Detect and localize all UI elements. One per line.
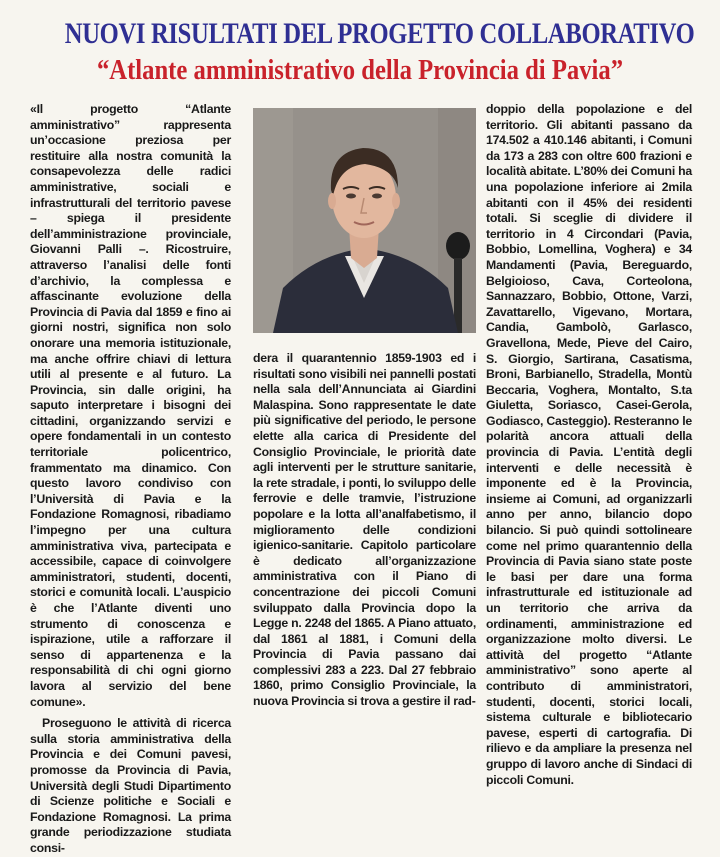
article-column-1 [30,102,231,857]
article-column-3 [486,102,692,788]
column1-paragraph-1: «Il progetto “Atlante amministrativo” rappresenta un’occasione preziosa per restituire alla nostra comunità la consapevolezza delle radici amministrative, sociali e infrastrutturali del territorio pavese – spiega il presidente dell’amministrazione provinciale, Giovanni Palli –. Ricostruire, attraverso l’analisi delle fonti d’archivio, la complessa e affascinante evoluzione della Provincia di Pavia dal 1859 e fino ai giorni nostri, significa non solo onorare una memoria istituzionale, ma anche offrire chiavi di lettura utili al presente e al futuro. La Provincia, sin dalle origini, ha saputo interpretare i bisogni dei cittadini, organizzando servizi e opere fondamentali in un contesto territoriale policentrico, frammentato ma dinamico. Con questo lavoro condiviso con l’Università di Pavia e la Fondazione Romagnosi, ribadiamo l’impegno per una cultura amministrativa viva, partecipata e accessibile, capace di coinvolgere amministratori, studenti, docenti, storici e comunità locali. L’auspicio è che l’Atlante diventi uno strumento di conoscenza e ispirazione, utile a rafforzare il senso di appartenenza e la responsabilità di chi ogni giorno lavora al servizio del bene comune». [30,102,231,709]
subheadline: “Atlante amministrativo della Provincia di Pavia” [96,54,624,86]
headline: NUOVI RISULTATI DEL PROGETTO COLLABORATIVO [64,17,695,50]
column1-paragraph-2: Proseguono le attività di ricerca sulla storia amministrativa della Provincia e dei Comuni pavesi, promosse da Provincia di Pavia, Università degli Studi Dipartimento di Scienze politiche e Sociali e Fondazione Romagnosi. La prima grande periodizzazione studiata consi- [30,716,231,855]
portrait-photo [253,108,476,333]
portrait-illustration [253,108,476,333]
article-column-2 [253,351,476,710]
column3-paragraph-1: doppio della popolazione e del territorio. Gli abitanti passano da 174.502 a 410.146 abitanti, i Comuni da 173 a 283 con oltre 600 frazioni e località abitate. L’80% dei Comuni ha una popolazione inferiore ai 2mila abitanti con il 45% dei residenti totali. Si sceglie di dividere il territorio in 4 Circondari (Pavia, Bobbio, Lomellina, Voghera) e 34 Mandamenti (Pavia, Bereguardo, Belgioioso, Cava, Corteolona, Sannazzaro, Bobbio, Ottone, Varzi, Zavattarello, Vigevano, Mortara, Candia, Gambolò, Garlasco, Gravellona, Mede, Pieve del Cairo, S. Giorgio, Sartirana, Casatisma, Broni, Barbianello, Stradella, Montù Beccaria, Voghera, Montalto, S.ta Giuletta, Soriasco, Casei-Gerola, Godiasco, Casteggio). Resteranno le polarità ancora attuali della provincia di Pavia. L’entità degli interventi e delle necessità è imponente ed è la Provincia, insieme ai Comuni, ad organizzarli anno per anno, bilancio dopo bilancio. Si può quindi sottolineare come nel primo quarantennio della Provincia di Pavia siano state poste le basi per dare una forma infrastrutturale ed istituzionale ad un territorio che arriva da ordinamenti, amministrazione ed organizzazione molto diversi. Le attività del progetto “Atlante amministrativo” sono aperte al contributo di amministratori, studenti, docenti, storici locali, sistema culturale e bibliotecario pavese, esperti di cartografia. Di rilievo e da ampliare la presenza nel gruppo di lavoro anche di Sindaci di piccoli Comuni. [486,102,692,787]
column2-paragraph-1: dera il quarantennio 1859-1903 ed i risultati sono visibili nei pannelli postati nella sala dell’Annunciata ai Giardini Malaspina. Sono rappresentate le date più significative del periodo, le persone elette alla carica di Presidente del Consiglio Provinciale, le priorità date agli interventi per le strutture sanitarie, la rete stradale, i ponti, lo sviluppo delle ferrovie e delle tramvie, l’istruzione popolare e la lotta all’analfabetismo, il miglioramento delle condizioni igienico-sanitarie. Capitolo particolare è dedicato all’organizzazione amministrativa con il Piano di concentrazione dei piccoli Comuni sviluppato dalla Provincia dopo la Legge n. 2248 del 1865. A Piano attuato, dal 1861 al 1881, i Comuni della Provincia di Pavia passano dai complessivi 283 a 223. Dal 27 febbraio 1860, primo Consiglio Provinciale, la nuova Provincia si trova a gestire il rad- [253,351,476,709]
